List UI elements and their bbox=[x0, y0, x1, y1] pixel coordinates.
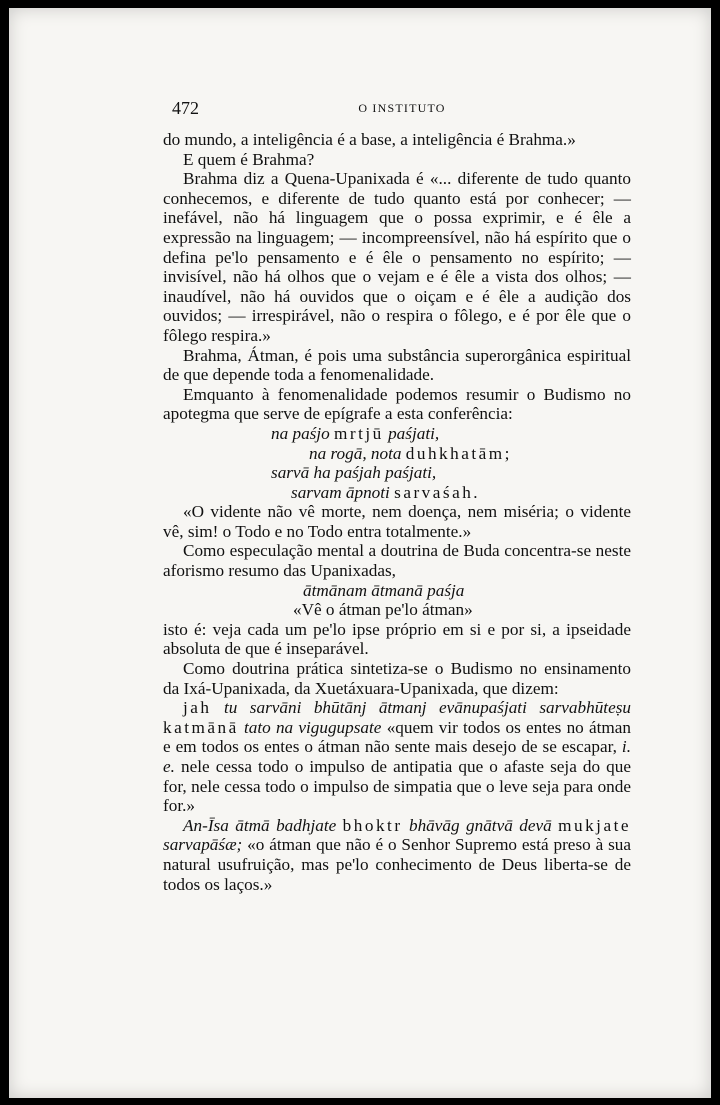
paragraph: E quem é Brahma? bbox=[183, 149, 315, 169]
verse-fragment: mrtjū bbox=[334, 423, 384, 443]
verse-fragment: na paśjo bbox=[271, 423, 330, 443]
paragraph bbox=[163, 698, 631, 816]
text-fragment: «quem vir todos os entes no átman e em todos os entes o átman não sente mais desejo de se escapar, bbox=[163, 717, 632, 757]
paragraph: Brahma diz a Quena-Upanixada é «... diferente de tudo quanto conhecemos, e diferente de tudo quanto está por conhecer; — inefável, não há linguagem que o possa exprimir, e é êle a expressão na linguagem; — incompreensível, não há espírito que o defina pe'lo pensamento e é êle o pensamento no espírito; — invisível, não há olhos que o vejam e é êle a vista dos olhos; — inaudível, não há ouvidos que o oiçam e é êle a audição dos ouvidos; — irrespirável, não o respira o fôlego, e é por êle que o fôlego respira.» bbox=[163, 169, 631, 345]
verse-line: «Vê o átman pe'lo átman» bbox=[293, 600, 473, 620]
sanskrit-fragment: bhāvāg gnātvā devā bbox=[408, 815, 552, 835]
verse-fragment: sarvaśah. bbox=[394, 482, 481, 502]
paragraph: Como doutrina prática sintetiza-se o Budismo no ensinamento da Ixá-Upanixada, da Xuetáxuara-Upanixada, que dizem: bbox=[163, 659, 631, 698]
paragraph: Como especulação mental a doutrina de Buda concentra-se neste aforismo resumo das Upanixadas, bbox=[163, 541, 631, 581]
sanskrit-fragment: bhoktr bbox=[342, 815, 403, 835]
verse-fragment: paśjati, bbox=[388, 423, 440, 443]
verse-fragment: sarvam āpnoti bbox=[291, 482, 390, 502]
text-fragment: nele cessa todo o impulso de antipatia que o afaste seja do que for, nele cessa todo o impulso de simpatia que o leve seja para onde for.» bbox=[163, 757, 631, 816]
verse-line: ātmānam ātmanā paśja bbox=[303, 580, 465, 600]
sanskrit-fragment: tato na vigugupsate bbox=[243, 717, 382, 737]
sanskrit-fragment: tu sarvāni bhūtānj ātmanj evānupaśjati sarvabhūteṣu bbox=[223, 698, 631, 718]
text-fragment: «o átman que não é o Senhor Supremo está preso à sua natural usufruição, mas pe'lo conhecimento de Deus liberta-se de todos os laços.» bbox=[163, 835, 632, 894]
paragraph: «O vidente não vê morte, nem doença, nem miséria; o vidente vê, sim! o Todo e no Todo entra totalmente.» bbox=[163, 502, 631, 541]
text-fragment: i. e. bbox=[163, 737, 631, 776]
sanskrit-fragment: sarvapāśæ; bbox=[163, 835, 243, 855]
verse-line: sarvā ha paśjah paśjati, bbox=[271, 463, 437, 483]
verse-fragment: duhkhatām; bbox=[405, 443, 512, 463]
paragraph: do mundo, a inteligência é a base, a inteligência é Brahma.» bbox=[163, 130, 576, 149]
paragraph: Emquanto à fenomenalidade podemos resumir o Budismo no apotegma que serve de epígrafe a esta conferência: bbox=[163, 384, 631, 424]
body-text bbox=[163, 130, 631, 894]
sanskrit-fragment: katmānā bbox=[163, 717, 239, 737]
paragraph: Brahma, Átman, é pois uma substância superorgânica espiritual de que depende toda a fenomenalidade. bbox=[163, 345, 631, 385]
page-header bbox=[172, 98, 632, 120]
paragraph: isto é: veja cada um pe'lo ipse próprio em si e por si, a ipseidade absoluta de que é inseparável. bbox=[163, 619, 631, 659]
sanskrit-fragment: jah bbox=[183, 698, 212, 718]
paragraph bbox=[163, 816, 631, 894]
sanskrit-fragment: An-Īsa ātmā badhjate bbox=[183, 815, 337, 835]
verse-line bbox=[163, 483, 631, 503]
running-head: O INSTITUTO bbox=[358, 101, 446, 115]
verse-line bbox=[163, 424, 631, 444]
verse-fragment: na rogā, nota bbox=[309, 443, 402, 463]
verse-line bbox=[163, 444, 631, 464]
sanskrit-fragment: mukjate bbox=[558, 815, 631, 835]
page-number: 472 bbox=[172, 98, 199, 118]
